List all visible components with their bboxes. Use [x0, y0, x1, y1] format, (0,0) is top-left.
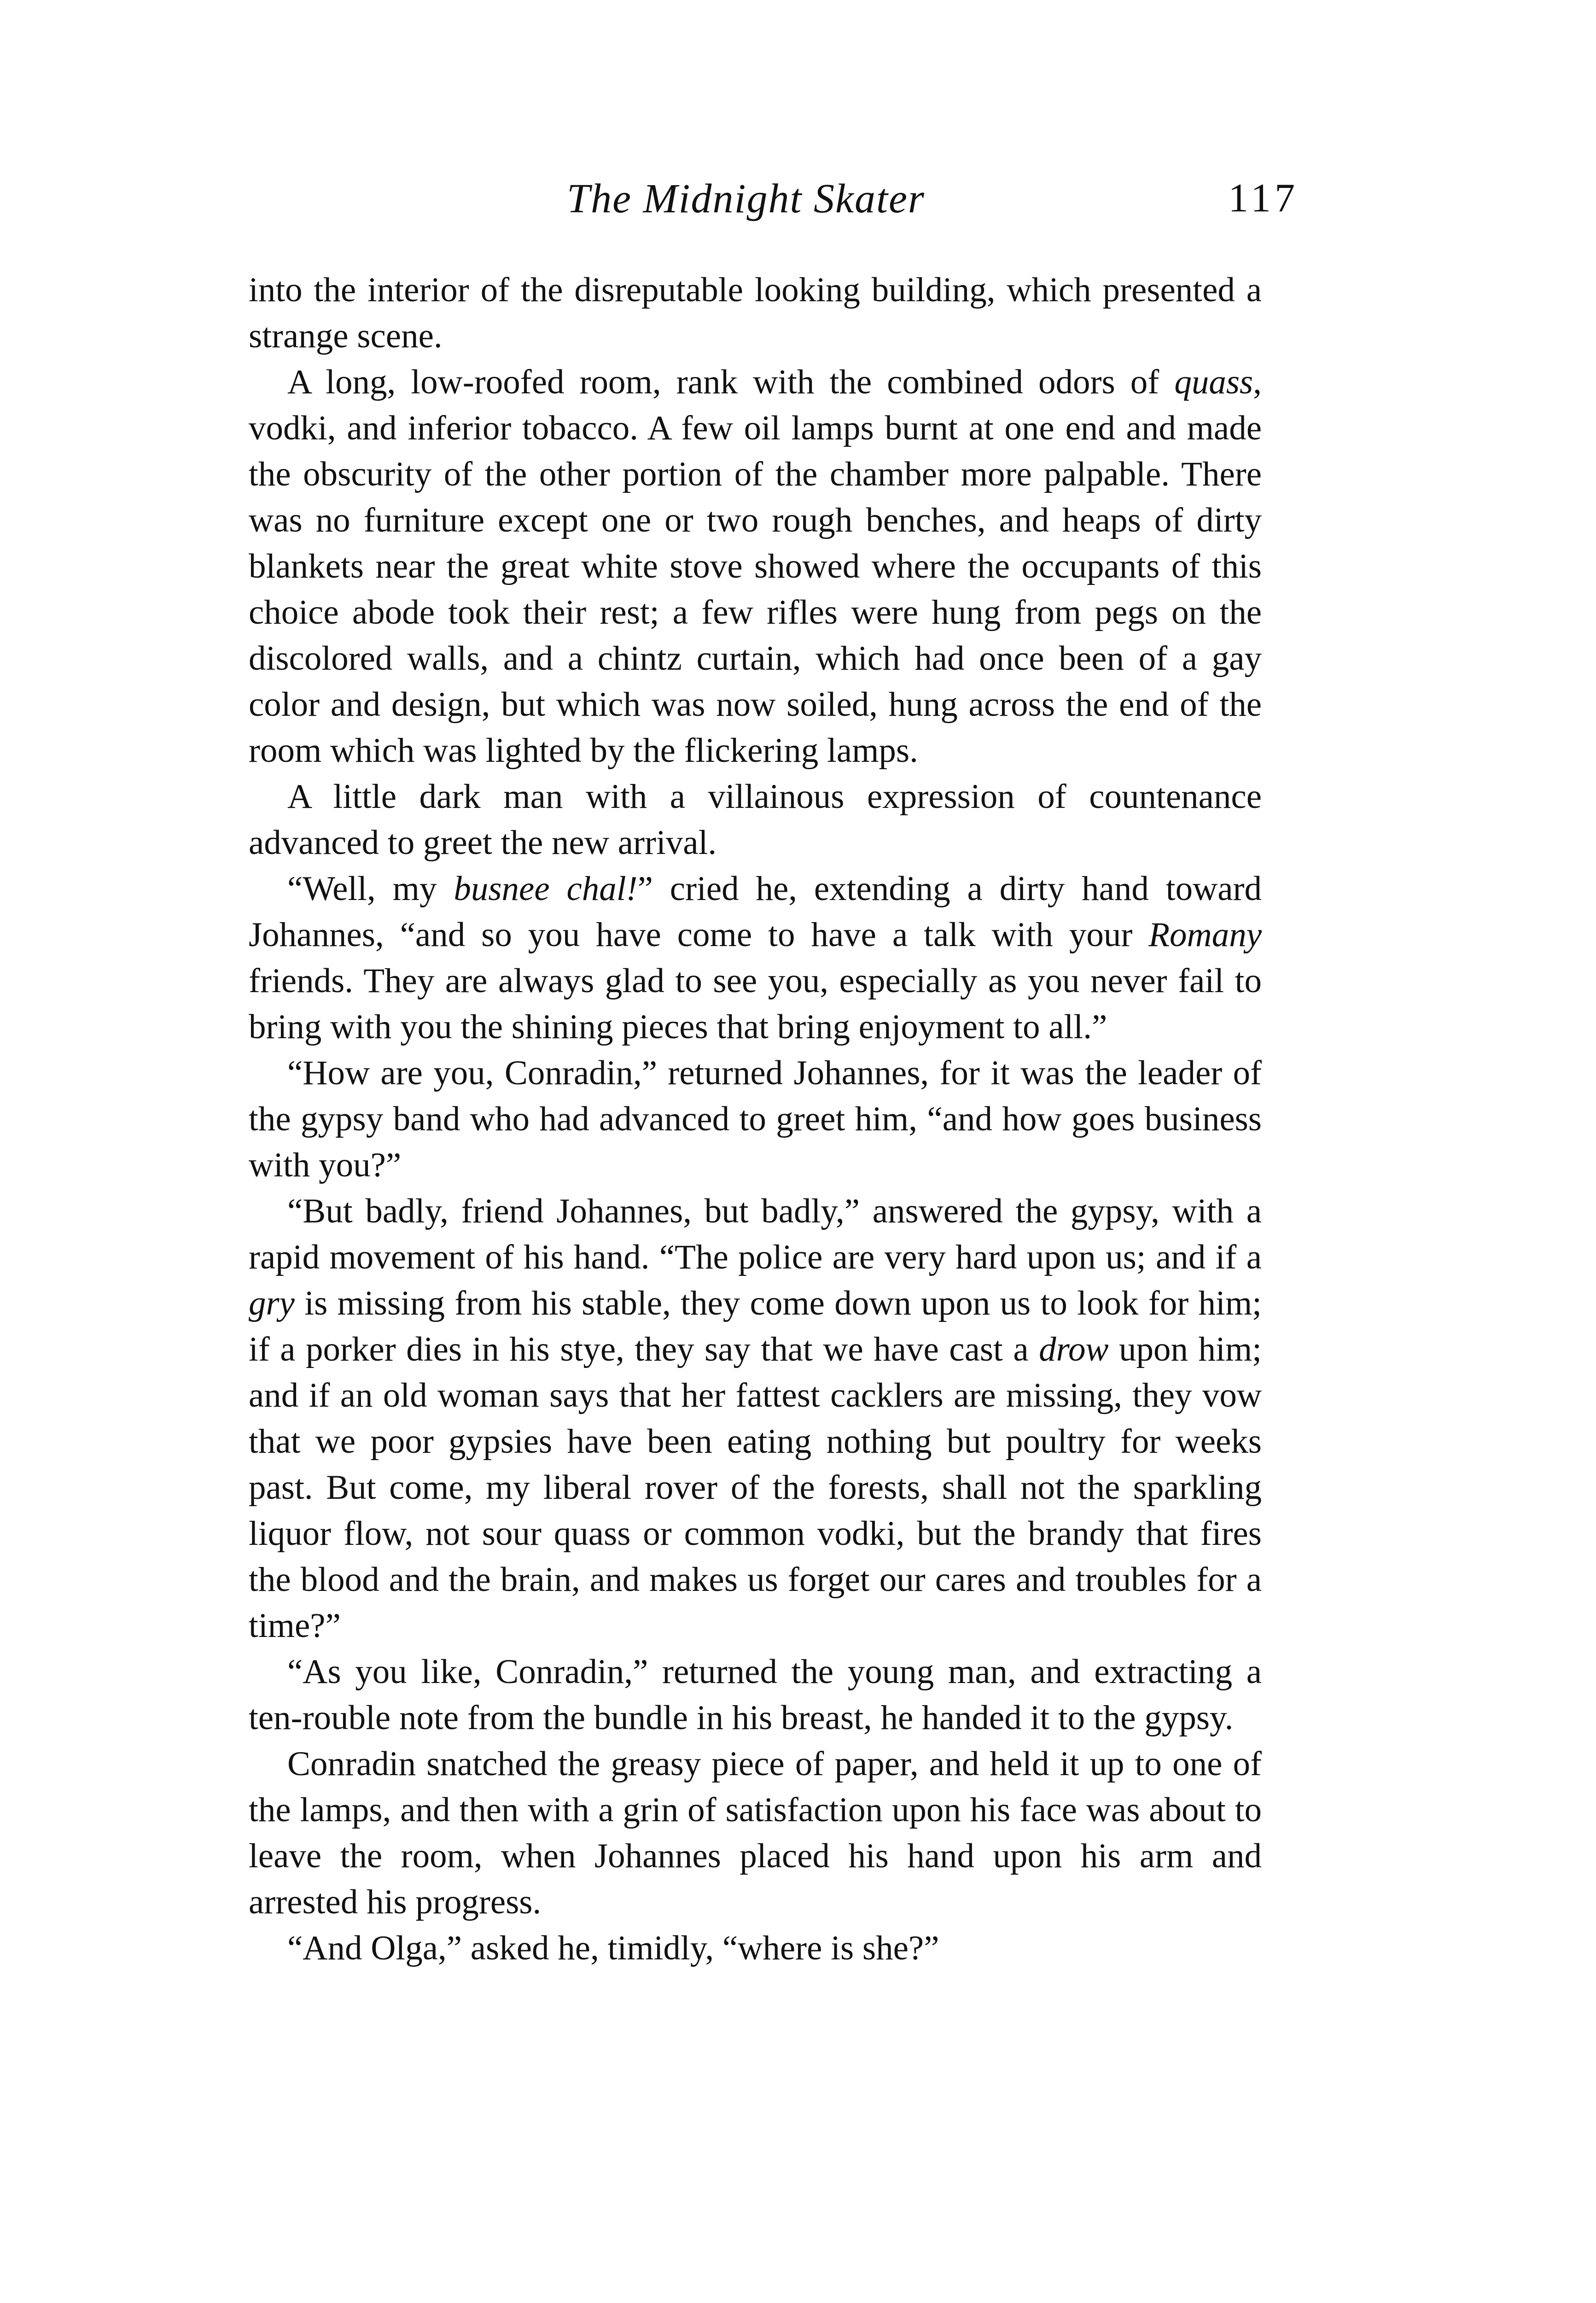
paragraph-4 [249, 866, 1262, 1050]
text-segment: friends. They are always glad to see you, especially as you never fail to bring with you the shining pieces that bring enjoyment to all.” [249, 962, 1262, 1046]
paragraph-2 [249, 359, 1262, 774]
paragraph-7 [249, 1649, 1262, 1741]
italic-word-drow: drow [1039, 1330, 1109, 1368]
text-segment: “How are you, Conradin,” returned Johannes, for it was the leader of the gypsy band who had advanced to greet him, “and how goes business with you?” [249, 1054, 1262, 1184]
running-title: The Midnight Skater [567, 176, 925, 222]
paragraph-8 [249, 1741, 1262, 1925]
running-head [193, 157, 1299, 221]
italic-word-quass: quass [1174, 363, 1253, 401]
text-segment: “And Olga,” asked he, timidly, “where is she?” [287, 1929, 939, 1967]
text-segment: A little dark man with a villainous expression of countenance advanced to greet the new arrival. [249, 777, 1262, 862]
text-segment: into the interior of the disreputable looking building, which presented a strange scene. [249, 271, 1262, 355]
page-number: 117 [1228, 176, 1299, 221]
text-segment: “As you like, Conradin,” returned the young man, and extracting a ten-rouble note from the bundle in his breast, he handed it to the gypsy. [249, 1653, 1262, 1737]
text-segment: “Well, my [287, 870, 454, 908]
italic-word-gry: gry [249, 1284, 295, 1322]
body-text [249, 267, 1262, 1971]
text-segment: upon him; and if an old woman says that her fattest cacklers are missing, they vow that we poor gypsies have been eating nothing but poultry for weeks past. But come, my liberal rover of the forests, shall not the sparkling liquor flow, not sour quass or common vodki, but the brandy that fires the blood and the brain, and makes us forget our cares and troubles for a time?” [249, 1330, 1262, 1645]
paragraph-1 [249, 267, 1262, 359]
paragraph-5 [249, 1050, 1262, 1188]
text-segment: , vodki, and inferior tobacco. A few oil lamps burnt at one end and made the obscurity of the other portion of the chamber more palpable. There was no furniture except one or two rough benches, and heaps of dirty blankets near the great white stove showed where the occupants of this choice abode took their rest; a few rifles were hung from pegs on the discolored walls, and a chintz curtain, which had once been of a gay color and design, but which was now soiled, hung across the end of the room which was lighted by the flickering lamps. [249, 363, 1262, 770]
text-segment: “But badly, friend Johannes, but badly,” answered the gypsy, with a rapid movement of his hand. “The police are very hard upon us; and if a [249, 1192, 1262, 1276]
text-segment: ” cried he, extending a dirty hand toward Johannes, “and so you have come to have a talk with your [249, 870, 1262, 954]
italic-phrase-busnee-chal: busnee chal! [454, 870, 638, 908]
italic-word-romany: Romany [1148, 916, 1262, 954]
text-segment: Conradin snatched the greasy piece of paper, and held it up to one of the lamps, and then with a grin of satisfaction upon his face was about to leave the room, when Johannes placed his hand upon his arm and arrested his progress. [249, 1745, 1262, 1921]
text-segment: is missing from his stable, they come down upon us to look for him; if a porker dies in his stye, they say that we have cast a [249, 1284, 1262, 1368]
paragraph-9 [249, 1925, 1262, 1971]
text-segment: A long, low-roofed room, rank with the combined odors of [287, 363, 1175, 401]
paragraph-3 [249, 774, 1262, 866]
paragraph-6 [249, 1188, 1262, 1649]
